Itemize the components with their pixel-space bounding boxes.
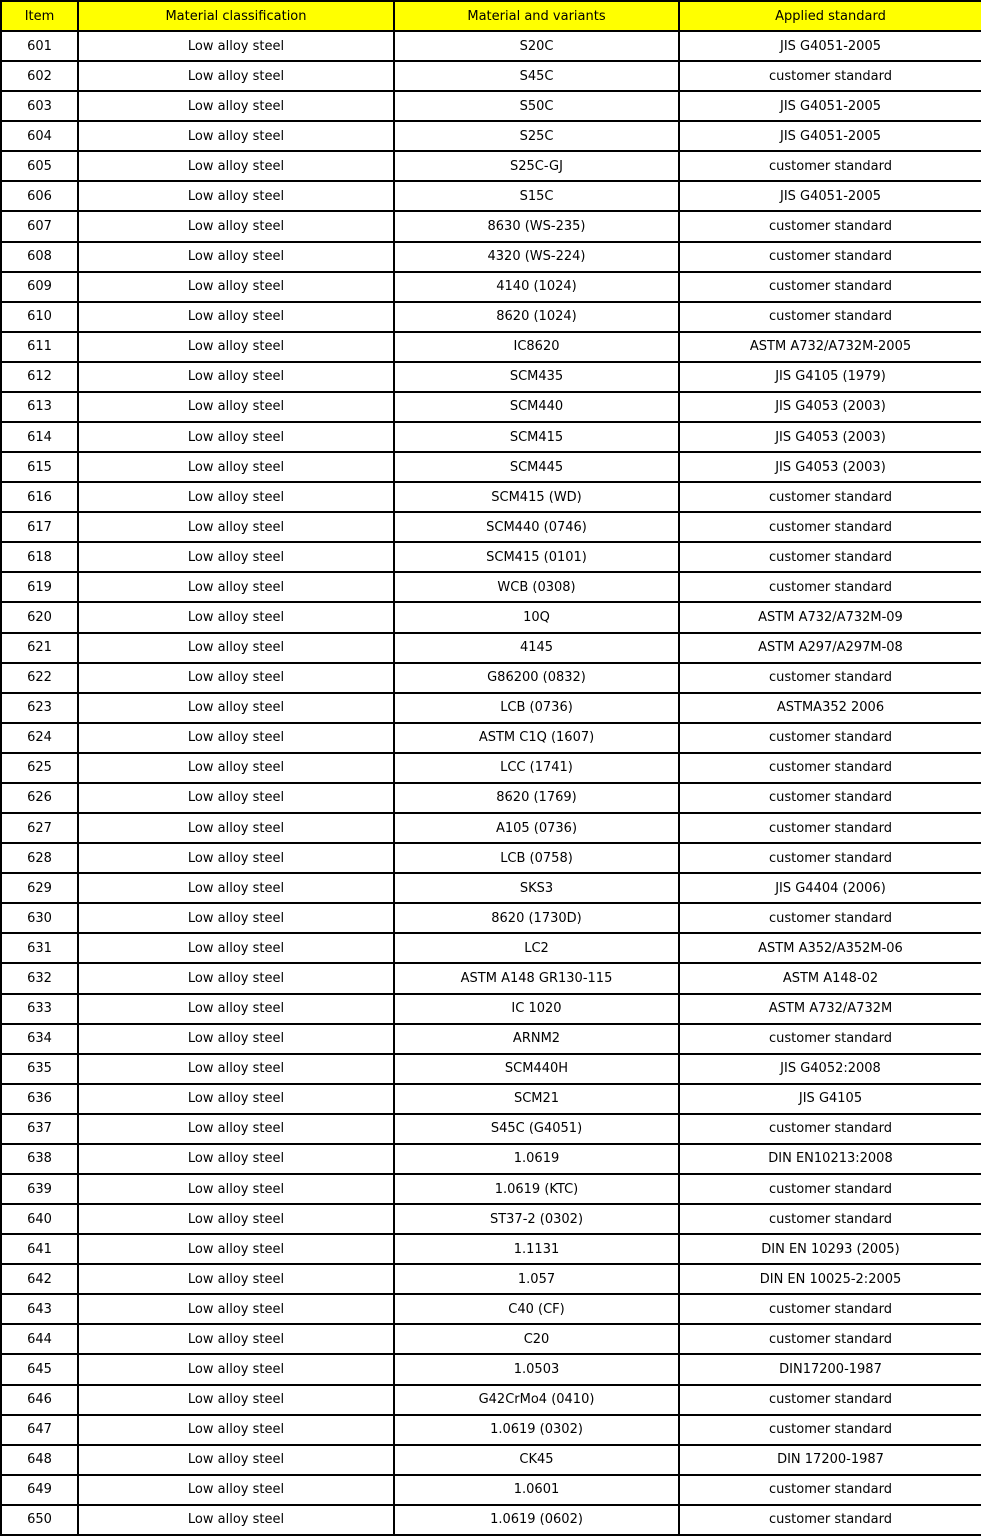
cell-standard: customer standard [679,843,981,873]
table-row [1,1174,981,1204]
cell-classification: Low alloy steel [78,362,394,392]
cell-standard: customer standard [679,663,981,693]
cell-material: WCB (0308) [394,572,679,602]
cell-material: S15C [394,181,679,211]
cell-material: 8620 (1730D) [394,903,679,933]
cell-standard: JIS G4105 [679,1084,981,1114]
cell-item: 611 [1,332,78,362]
cell-classification: Low alloy steel [78,1385,394,1415]
cell-classification: Low alloy steel [78,422,394,452]
cell-material: S20C [394,31,679,61]
cell-standard: customer standard [679,1324,981,1354]
cell-classification: Low alloy steel [78,1204,394,1234]
cell-standard: customer standard [679,151,981,181]
cell-material: CK45 [394,1445,679,1475]
cell-item: 639 [1,1174,78,1204]
table-row [1,1114,981,1144]
cell-standard: ASTM A297/A297M-08 [679,633,981,663]
table-body [1,31,981,1535]
cell-classification: Low alloy steel [78,1294,394,1324]
cell-material: SCM440 (0746) [394,512,679,542]
table-row [1,512,981,542]
cell-item: 640 [1,1204,78,1234]
cell-standard: ASTM A732/A732M-09 [679,602,981,632]
table-row [1,151,981,181]
cell-item: 631 [1,933,78,963]
cell-standard: JIS G4051-2005 [679,121,981,151]
cell-item: 614 [1,422,78,452]
cell-material: SCM415 (WD) [394,482,679,512]
cell-classification: Low alloy steel [78,91,394,121]
cell-standard: customer standard [679,1024,981,1054]
cell-material: SCM21 [394,1084,679,1114]
cell-material: LC2 [394,933,679,963]
table-row [1,1354,981,1384]
cell-standard: DIN17200-1987 [679,1354,981,1384]
cell-material: S45C (G4051) [394,1114,679,1144]
cell-item: 634 [1,1024,78,1054]
table-row [1,602,981,632]
cell-standard: JIS G4051-2005 [679,31,981,61]
cell-standard: DIN EN 10025-2:2005 [679,1264,981,1294]
cell-standard: customer standard [679,723,981,753]
cell-material: 4140 (1024) [394,272,679,302]
header-material: Material and variants [394,1,679,31]
cell-standard: JIS G4052:2008 [679,1054,981,1084]
cell-item: 621 [1,633,78,663]
table-row [1,422,981,452]
cell-standard: ASTMA352 2006 [679,693,981,723]
cell-classification: Low alloy steel [78,1505,394,1535]
cell-material: SKS3 [394,873,679,903]
cell-item: 603 [1,91,78,121]
cell-material: 4320 (WS-224) [394,242,679,272]
cell-material: 1.1131 [394,1234,679,1264]
cell-material: ASTM A148 GR130-115 [394,963,679,993]
table-row [1,1084,981,1114]
cell-classification: Low alloy steel [78,1234,394,1264]
cell-item: 650 [1,1505,78,1535]
table-row [1,873,981,903]
table-row [1,452,981,482]
table-row [1,1445,981,1475]
table-row [1,693,981,723]
cell-item: 641 [1,1234,78,1264]
table-row [1,392,981,422]
cell-item: 623 [1,693,78,723]
cell-item: 628 [1,843,78,873]
cell-classification: Low alloy steel [78,332,394,362]
cell-item: 601 [1,31,78,61]
cell-item: 613 [1,392,78,422]
table-row [1,1144,981,1174]
cell-material: 1.0619 (0302) [394,1415,679,1445]
table-row [1,242,981,272]
cell-standard: customer standard [679,512,981,542]
table-row [1,542,981,572]
cell-standard: JIS G4053 (2003) [679,452,981,482]
cell-item: 642 [1,1264,78,1294]
cell-standard: ASTM A352/A352M-06 [679,933,981,963]
cell-material: 8630 (WS-235) [394,211,679,241]
cell-material: 1.057 [394,1264,679,1294]
cell-item: 647 [1,1415,78,1445]
table-row [1,332,981,362]
table-header [1,1,981,31]
cell-classification: Low alloy steel [78,753,394,783]
table-row [1,1234,981,1264]
header-classification: Material classification [78,1,394,31]
cell-material: ST37-2 (0302) [394,1204,679,1234]
table-row [1,121,981,151]
cell-material: 8620 (1024) [394,302,679,332]
cell-classification: Low alloy steel [78,933,394,963]
cell-standard: JIS G4051-2005 [679,181,981,211]
cell-material: IC8620 [394,332,679,362]
cell-classification: Low alloy steel [78,211,394,241]
cell-standard: customer standard [679,61,981,91]
cell-classification: Low alloy steel [78,272,394,302]
cell-material: C20 [394,1324,679,1354]
cell-classification: Low alloy steel [78,242,394,272]
cell-item: 616 [1,482,78,512]
cell-item: 618 [1,542,78,572]
cell-item: 629 [1,873,78,903]
cell-item: 643 [1,1294,78,1324]
table-row [1,181,981,211]
cell-item: 646 [1,1385,78,1415]
cell-classification: Low alloy steel [78,1445,394,1475]
cell-classification: Low alloy steel [78,873,394,903]
cell-item: 624 [1,723,78,753]
cell-classification: Low alloy steel [78,843,394,873]
cell-standard: DIN EN 10293 (2005) [679,1234,981,1264]
table-row [1,753,981,783]
cell-standard: customer standard [679,1204,981,1234]
table-row [1,813,981,843]
cell-standard: JIS G4051-2005 [679,91,981,121]
cell-standard: customer standard [679,572,981,602]
table-row [1,994,981,1024]
cell-item: 645 [1,1354,78,1384]
cell-material: 10Q [394,602,679,632]
cell-material: G86200 (0832) [394,663,679,693]
cell-standard: customer standard [679,542,981,572]
cell-material: 1.0601 [394,1475,679,1505]
cell-classification: Low alloy steel [78,181,394,211]
cell-standard: DIN 17200-1987 [679,1445,981,1475]
cell-classification: Low alloy steel [78,783,394,813]
cell-item: 610 [1,302,78,332]
table-row [1,211,981,241]
table-row [1,633,981,663]
cell-classification: Low alloy steel [78,1054,394,1084]
table-row [1,31,981,61]
cell-standard: customer standard [679,1475,981,1505]
cell-classification: Low alloy steel [78,542,394,572]
cell-classification: Low alloy steel [78,392,394,422]
cell-material: SCM415 [394,422,679,452]
cell-standard: customer standard [679,242,981,272]
table-row [1,1264,981,1294]
cell-standard: customer standard [679,753,981,783]
cell-standard: JIS G4404 (2006) [679,873,981,903]
cell-item: 635 [1,1054,78,1084]
cell-classification: Low alloy steel [78,1475,394,1505]
cell-standard: customer standard [679,1294,981,1324]
cell-classification: Low alloy steel [78,1354,394,1384]
cell-standard: customer standard [679,783,981,813]
cell-standard: customer standard [679,903,981,933]
cell-classification: Low alloy steel [78,1415,394,1445]
cell-material: A105 (0736) [394,813,679,843]
table-row [1,362,981,392]
cell-classification: Low alloy steel [78,994,394,1024]
cell-item: 633 [1,994,78,1024]
cell-classification: Low alloy steel [78,1174,394,1204]
table-row [1,1024,981,1054]
header-row [1,1,981,31]
cell-classification: Low alloy steel [78,452,394,482]
table-row [1,903,981,933]
cell-item: 615 [1,452,78,482]
cell-standard: customer standard [679,482,981,512]
cell-item: 606 [1,181,78,211]
table-row [1,1324,981,1354]
cell-standard: customer standard [679,211,981,241]
cell-classification: Low alloy steel [78,693,394,723]
cell-material: 1.0619 (KTC) [394,1174,679,1204]
table-row [1,91,981,121]
cell-material: C40 (CF) [394,1294,679,1324]
table-row [1,61,981,91]
table-row [1,933,981,963]
table-row [1,482,981,512]
cell-classification: Low alloy steel [78,61,394,91]
cell-material: SCM445 [394,452,679,482]
table-row [1,1505,981,1535]
cell-item: 609 [1,272,78,302]
cell-item: 637 [1,1114,78,1144]
cell-item: 612 [1,362,78,392]
cell-item: 607 [1,211,78,241]
cell-standard: ASTM A148-02 [679,963,981,993]
table-row [1,1415,981,1445]
cell-classification: Low alloy steel [78,813,394,843]
cell-material: G42CrMo4 (0410) [394,1385,679,1415]
cell-item: 630 [1,903,78,933]
cell-classification: Low alloy steel [78,1324,394,1354]
cell-material: SCM440 [394,392,679,422]
cell-item: 602 [1,61,78,91]
cell-classification: Low alloy steel [78,512,394,542]
cell-item: 636 [1,1084,78,1114]
cell-item: 648 [1,1445,78,1475]
table-row [1,1204,981,1234]
cell-classification: Low alloy steel [78,121,394,151]
cell-material: S50C [394,91,679,121]
cell-classification: Low alloy steel [78,1144,394,1174]
table-row [1,723,981,753]
cell-material: SCM440H [394,1054,679,1084]
cell-item: 604 [1,121,78,151]
cell-item: 620 [1,602,78,632]
cell-material: 1.0503 [394,1354,679,1384]
cell-classification: Low alloy steel [78,302,394,332]
cell-standard: customer standard [679,813,981,843]
cell-item: 619 [1,572,78,602]
table-row [1,1385,981,1415]
cell-classification: Low alloy steel [78,1264,394,1294]
cell-standard: DIN EN10213:2008 [679,1144,981,1174]
table-row [1,1054,981,1084]
cell-classification: Low alloy steel [78,1084,394,1114]
cell-material: LCB (0758) [394,843,679,873]
table-row [1,783,981,813]
cell-material: SCM435 [394,362,679,392]
header-item: Item [1,1,78,31]
cell-classification: Low alloy steel [78,723,394,753]
table-row [1,572,981,602]
cell-item: 605 [1,151,78,181]
cell-standard: JIS G4053 (2003) [679,392,981,422]
cell-classification: Low alloy steel [78,31,394,61]
cell-standard: customer standard [679,1174,981,1204]
cell-standard: customer standard [679,1505,981,1535]
cell-classification: Low alloy steel [78,963,394,993]
cell-material: ARNM2 [394,1024,679,1054]
table-row [1,272,981,302]
cell-standard: customer standard [679,1385,981,1415]
header-standard: Applied standard [679,1,981,31]
cell-item: 626 [1,783,78,813]
cell-classification: Low alloy steel [78,903,394,933]
cell-classification: Low alloy steel [78,1114,394,1144]
cell-item: 625 [1,753,78,783]
cell-material: SCM415 (0101) [394,542,679,572]
cell-item: 632 [1,963,78,993]
cell-item: 608 [1,242,78,272]
table-row [1,1475,981,1505]
cell-classification: Low alloy steel [78,572,394,602]
cell-material: 1.0619 (0602) [394,1505,679,1535]
table-row [1,302,981,332]
table-row [1,843,981,873]
cell-material: 1.0619 [394,1144,679,1174]
cell-item: 644 [1,1324,78,1354]
cell-item: 622 [1,663,78,693]
cell-standard: JIS G4105 (1979) [679,362,981,392]
cell-material: 4145 [394,633,679,663]
cell-material: S25C [394,121,679,151]
cell-standard: customer standard [679,272,981,302]
cell-material: LCC (1741) [394,753,679,783]
cell-classification: Low alloy steel [78,1024,394,1054]
table-row [1,1294,981,1324]
cell-standard: JIS G4053 (2003) [679,422,981,452]
cell-classification: Low alloy steel [78,482,394,512]
cell-material: IC 1020 [394,994,679,1024]
cell-classification: Low alloy steel [78,151,394,181]
cell-material: ASTM C1Q (1607) [394,723,679,753]
cell-standard: customer standard [679,1415,981,1445]
cell-material: 8620 (1769) [394,783,679,813]
cell-item: 638 [1,1144,78,1174]
cell-material: S45C [394,61,679,91]
cell-item: 627 [1,813,78,843]
cell-standard: customer standard [679,1114,981,1144]
cell-material: S25C-GJ [394,151,679,181]
cell-item: 649 [1,1475,78,1505]
table-row [1,663,981,693]
cell-classification: Low alloy steel [78,663,394,693]
cell-standard: customer standard [679,302,981,332]
cell-standard: ASTM A732/A732M [679,994,981,1024]
table-row [1,963,981,993]
cell-classification: Low alloy steel [78,602,394,632]
cell-material: LCB (0736) [394,693,679,723]
cell-classification: Low alloy steel [78,633,394,663]
cell-item: 617 [1,512,78,542]
cell-standard: ASTM A732/A732M-2005 [679,332,981,362]
